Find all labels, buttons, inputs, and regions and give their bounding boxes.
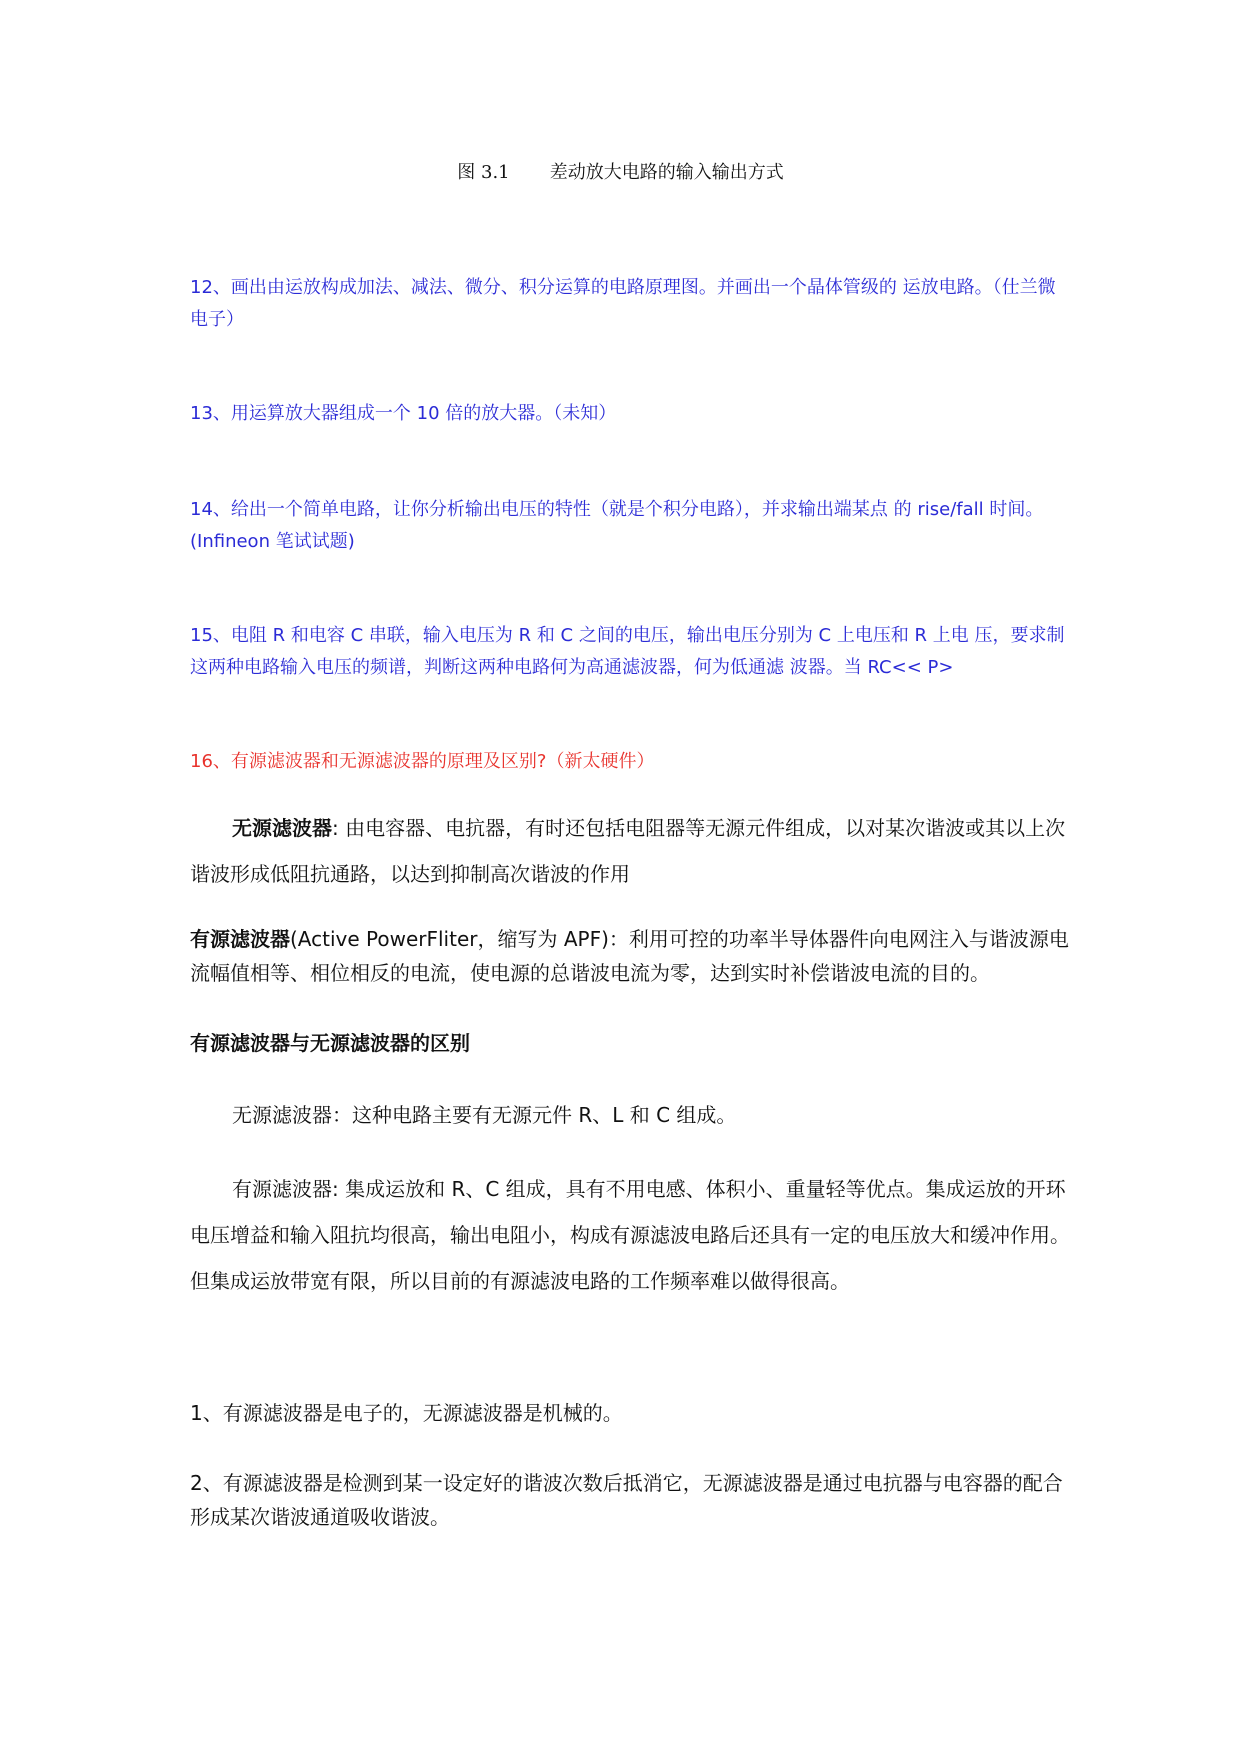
passive-filter-term: 无源滤波器 — [232, 816, 332, 840]
figure-number: 图 3.1 — [457, 162, 510, 183]
figure-caption — [0, 158, 1241, 184]
question-13: 13、用运算放大器组成一个 10 倍的放大器。（未知） — [190, 403, 617, 424]
difference-point-2: 2、有源滤波器是检测到某一设定好的谐波次数后抵消它，无源滤波器是通过电抗器与电容器的配合形成某次谐波通道吸收谐波。 — [190, 1471, 1063, 1529]
passive-filter-definition — [190, 805, 1070, 897]
active-filter-term: 有源滤波器 — [190, 927, 290, 951]
difference-point-1: 1、有源滤波器是电子的，无源滤波器是机械的。 — [190, 1401, 623, 1425]
active-filter-description: (Active PowerFliter，缩写为 APF)：利用可控的功率半导体器件向电网注入与谐波源电流幅值相等、相位相反的电流，使电源的总谐波电流为零，达到实时补偿谐波电流的目的。 — [190, 927, 1069, 985]
passive-filter-description: : 由电容器、电抗器，有时还包括电阻器等无源元件组成，以对某次谐波或其以上次谐波形成低阻抗通路，以达到抑制高次谐波的作用 — [190, 816, 1066, 886]
active-filter-summary: 有源滤波器: 集成运放和 R、C 组成，具有不用电感、体积小、重量轻等优点。集成运放的开环电压增益和输入阻抗均很高，输出电阻小，构成有源滤波电路后还具有一定的电压放大和缓冲作用。但集成运放带宽有限，所以目前的有源滤波电路的工作频率难以做得很高。 — [190, 1177, 1070, 1293]
figure-title: 差动放大电路的输入输出方式 — [549, 162, 784, 183]
question-16: 16、有源滤波器和无源滤波器的原理及区别?（新太硬件） — [190, 751, 655, 772]
passive-filter-summary: 无源滤波器：这种电路主要有无源元件 R、L 和 C 组成。 — [232, 1103, 737, 1127]
difference-heading: 有源滤波器与无源滤波器的区别 — [190, 1031, 470, 1055]
question-15: 15、电阻 R 和电容 C 串联，输入电压为 R 和 C 之间的电压，输出电压分别为 C 上电压和 R 上电 压，要求制这两种电路输入电压的频谱，判断这两种电路何为高通滤波器，何为低通滤 波器。当 RC<< P> — [190, 625, 1065, 678]
question-12: 12、画出由运放构成加法、减法、微分、积分运算的电路原理图。并画出一个晶体管级的 运放电路。（仕兰微电子） — [190, 277, 1056, 330]
question-14: 14、给出一个简单电路，让你分析输出电压的特性（就是个积分电路），并求输出端某点 的 rise/fall 时间。(Infineon 笔试试题) — [190, 499, 1044, 552]
active-filter-definition — [190, 922, 1070, 990]
